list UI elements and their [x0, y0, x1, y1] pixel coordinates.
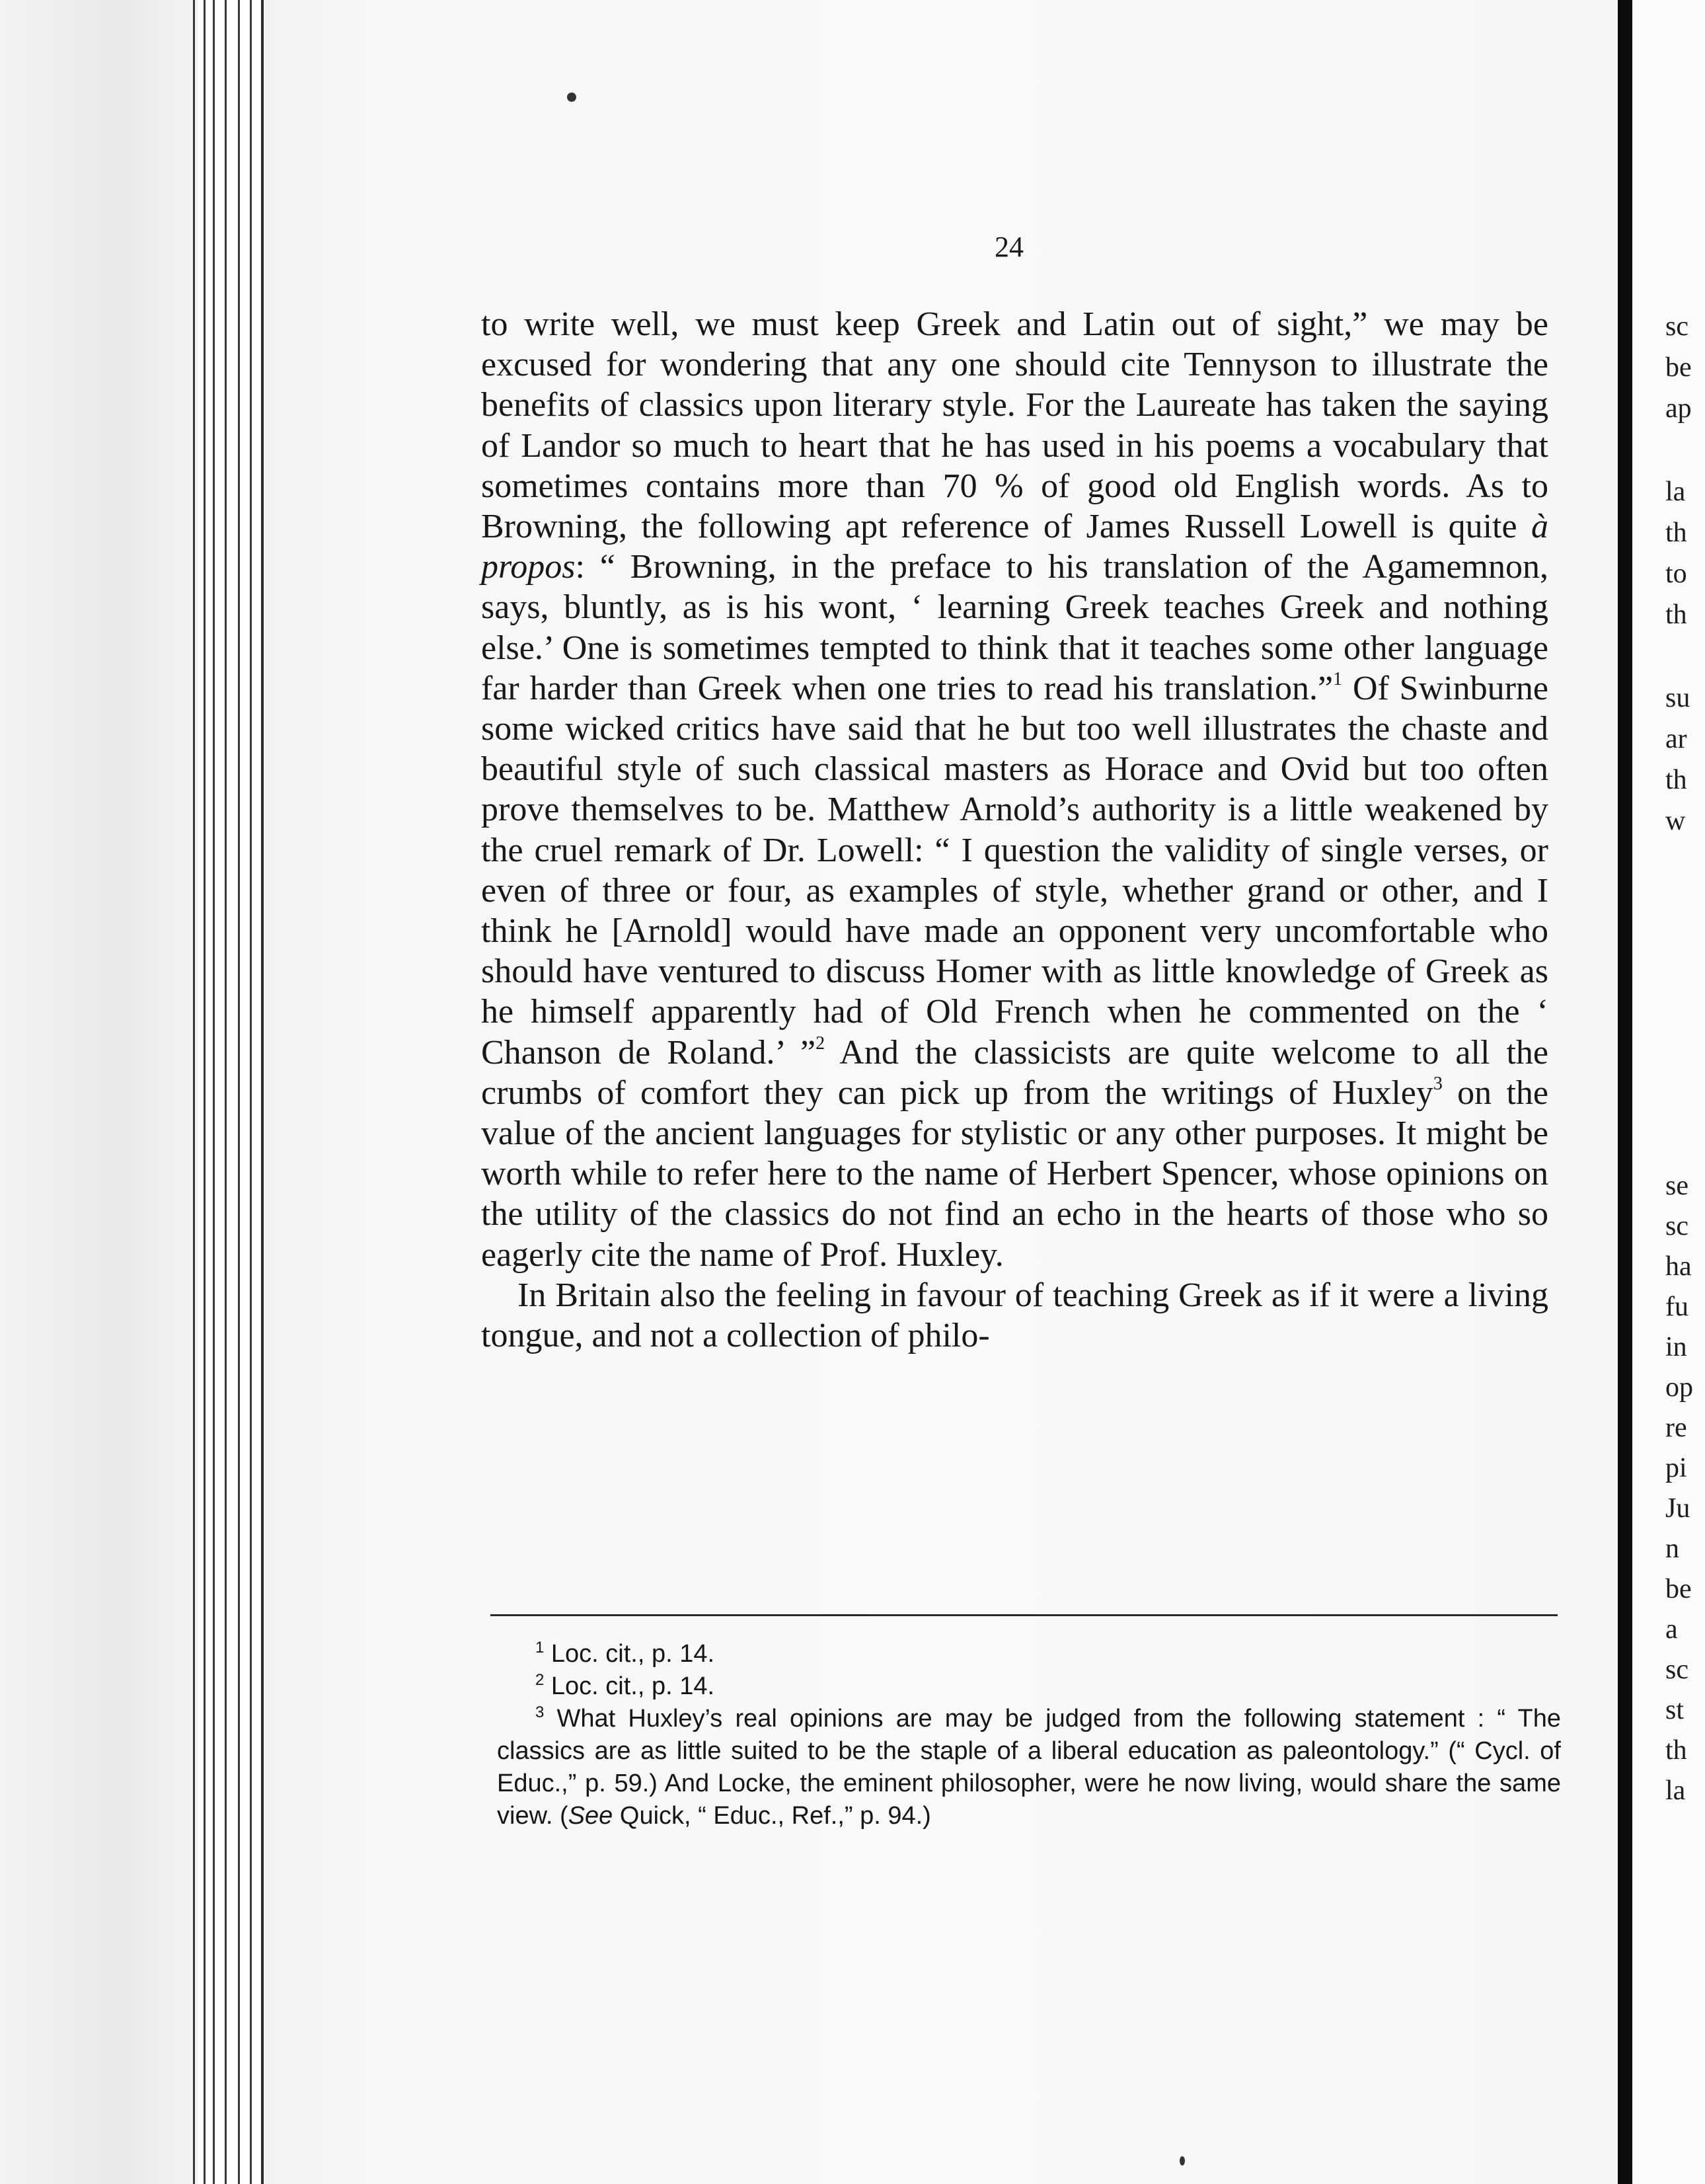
page-edge — [193, 0, 195, 2184]
footnotes — [497, 1638, 1561, 1832]
facing-page-line: op — [1665, 1372, 1693, 1403]
facing-page-line: th — [1665, 600, 1687, 630]
facing-page-line: in — [1665, 1332, 1687, 1362]
text-run: : “ Browning, in the preface to his translation of the Agamemnon, says, bluntly, as is his wont, ‘ learning Greek teaches Greek and nothing else.’ One is sometimes tempted to think that it teaches some other language far harder than Greek when one tries to read his translation.” — [481, 548, 1548, 707]
footnote-marker: 1 — [535, 1639, 545, 1657]
facing-page-line: sc — [1665, 1211, 1688, 1241]
facing-page-line: th — [1665, 518, 1687, 548]
page-edge — [238, 0, 240, 2184]
facing-page-line: st — [1665, 1695, 1685, 1725]
footnote-marker: 3 — [535, 1703, 545, 1721]
text-run: on the value of the ancient languages for stylistic or any other purposes. It might be worth while to refer here to the name of Herbert Spencer, whose opinions on the utility of the classics do not find an echo in the hearts of those who so eagerly cite the name of Prof. Huxley. — [481, 1073, 1549, 1274]
page-edge — [213, 0, 215, 2184]
footnote-reference: 3 — [1433, 1073, 1443, 1094]
footnote — [497, 1703, 1561, 1832]
facing-page-line: fu — [1665, 1292, 1688, 1322]
facing-page-line: Ju — [1665, 1493, 1690, 1524]
facing-page-line: ha — [1665, 1251, 1692, 1282]
print-speck — [1180, 2156, 1185, 2165]
page-edge — [225, 0, 227, 2184]
facing-page-line: se — [1665, 1171, 1688, 1201]
text-run: Loc. cit., p. 14. — [544, 1640, 715, 1668]
facing-page-line: n — [1665, 1534, 1679, 1564]
facing-page-line: sc — [1665, 1655, 1688, 1685]
text-run: Loc. cit., p. 14. — [544, 1672, 715, 1700]
italic-text: See — [568, 1802, 613, 1830]
page-edge — [250, 0, 252, 2184]
text-run: In Britain also the feeling in favour of teaching Greek as if it were a living tongue, and not a collection of philo- — [481, 1276, 1548, 1355]
footnote-rule — [490, 1614, 1558, 1616]
facing-page-line: to — [1665, 559, 1687, 589]
facing-page-line: th — [1665, 765, 1687, 795]
facing-page-fragment — [1632, 0, 1705, 2184]
facing-page-line: ap — [1665, 393, 1692, 424]
facing-page-line: th — [1665, 1735, 1687, 1766]
footnote-reference: 1 — [1333, 668, 1343, 689]
footnote — [497, 1670, 1561, 1703]
text-run: to write well, we must keep Greek and Latin out of sight,” we may be excused for wondering that any one should cite Tennyson to illustrate the benefits of classics upon literary style. For the Laureate has taken the saying of Landor so much to heart that he has used in his poems a vocabulary that sometimes contains more than 70 % of good old English words. As to Browning, the following apt reference of James Russell Lowell is quite — [481, 305, 1548, 546]
paragraph — [481, 1275, 1548, 1356]
facing-page-line: la — [1665, 477, 1686, 507]
facing-page-line: be — [1665, 1574, 1692, 1604]
body-text — [481, 304, 1548, 1356]
facing-page-line: re — [1665, 1413, 1687, 1443]
facing-page-line: ar — [1665, 724, 1687, 754]
print-speck — [567, 93, 576, 102]
text-run: What Huxley’s real opinions are may be judged from the following statement : “ The classics are as little suited to be the staple of a liberal education as paleontology.” (“ Cycl. of Educ.,” p. 59.) And Locke, the eminent philosopher, were he now living, would share the same view. ( — [497, 1705, 1561, 1830]
italic-text: à propos — [481, 508, 1548, 586]
page-number: 24 — [995, 231, 1024, 263]
facing-page-line: a — [1665, 1614, 1678, 1645]
text-run: And the classicists are quite welcome to all the crumbs of comfort they can pick up from the writings of Huxley — [481, 1033, 1549, 1112]
book-gutter — [1618, 0, 1632, 2184]
paragraph — [481, 304, 1548, 1275]
footnote — [497, 1638, 1561, 1670]
facing-page-line: su — [1665, 683, 1690, 713]
facing-page-line: sc — [1665, 311, 1688, 342]
text-run: Of Swinburne some wicked critics have said that he but too well illustrates the chaste and beautiful style of such classical masters as Horace and Ovid but too often prove themselves to be. Matthew Arnold’s authority is a little weakened by the cruel remark of Dr. Lowell: “ I question the validity of single verses, or even of three or four, as examples of style, whether grand or other, and I think he [Arnold] would have made an opponent very uncomfortable who should have ventured to discuss Homer with as little knowledge of Greek as he himself apparently had of Old French when he commented on the ‘ Chanson de Roland.’ ” — [481, 669, 1548, 1072]
book-spine-shadow — [0, 0, 198, 2184]
facing-page-line: pi — [1665, 1453, 1687, 1483]
footnote-reference: 2 — [815, 1033, 825, 1054]
text-run: Quick, “ Educ., Ref.,” p. 94.) — [613, 1802, 931, 1830]
footnote-marker: 2 — [535, 1671, 545, 1689]
facing-page-line: be — [1665, 352, 1692, 383]
page-edge — [204, 0, 206, 2184]
facing-page-line: la — [1665, 1775, 1686, 1806]
facing-page-line: w — [1665, 806, 1686, 836]
